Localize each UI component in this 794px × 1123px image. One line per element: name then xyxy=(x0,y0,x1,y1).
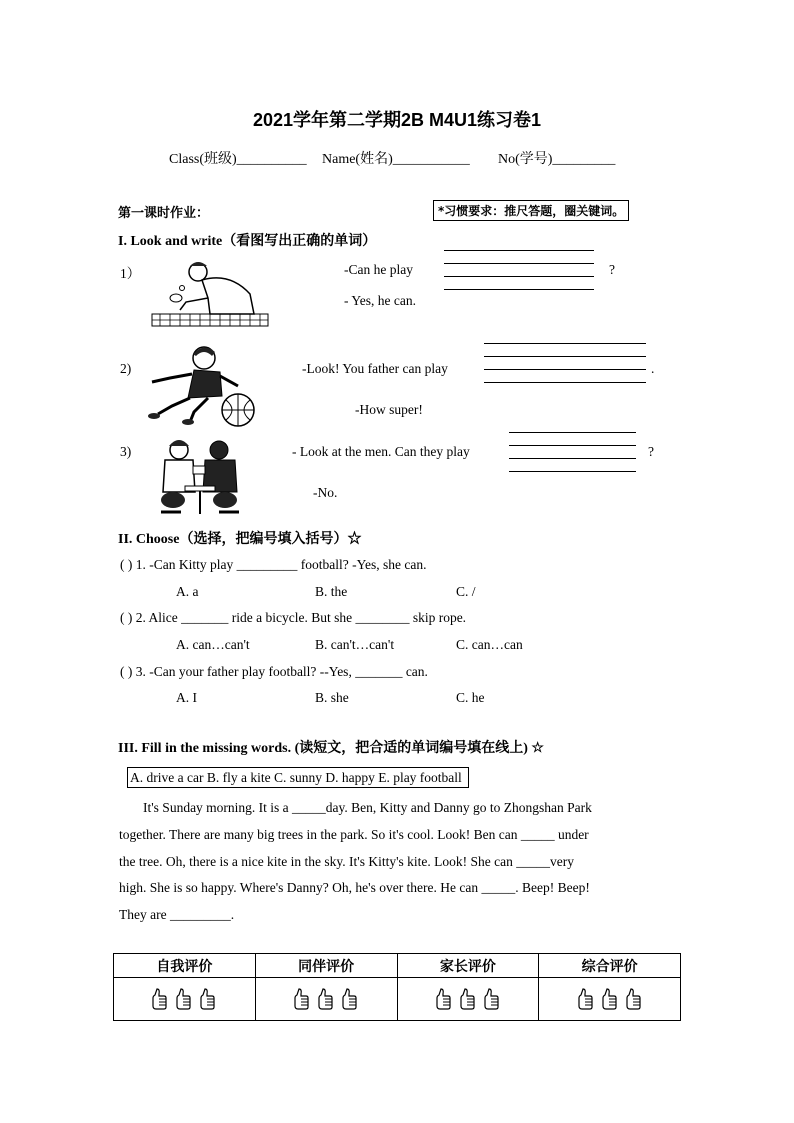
name-field[interactable]: Name(姓名)___________ xyxy=(322,152,470,167)
q1-answer: - Yes, he can. xyxy=(344,293,416,308)
thumbs-up-icon[interactable] xyxy=(151,988,169,1010)
thumbs-up-icon[interactable] xyxy=(293,988,311,1010)
passage-line-5: They are _________. xyxy=(119,907,235,922)
q2-question: -Look! You father can play xyxy=(302,361,448,376)
q1-mark: ? xyxy=(609,262,615,277)
eval-cell-peer[interactable] xyxy=(255,978,397,1021)
choose-q2-option-a[interactable]: A. can…can't xyxy=(176,637,250,652)
choose-q3-stem: ( ) 3. -Can your father play football? --Yes, _______ can. xyxy=(120,664,428,679)
eval-header-parent: 家长评价 xyxy=(397,954,539,978)
eval-cell-overall[interactable] xyxy=(539,978,681,1021)
eval-cell-parent[interactable] xyxy=(397,978,539,1021)
passage-line-3: the tree. Oh, there is a nice kite in the sky. It's Kitty's kite. Look! She can _____very xyxy=(119,854,574,869)
eval-header-self: 自我评价 xyxy=(114,954,256,978)
choose-q3-option-c[interactable]: C. he xyxy=(456,690,485,705)
choose-q2-stem: ( ) 2. Alice _______ ride a bicycle. But she ________ skip rope. xyxy=(120,610,467,625)
q1-question: -Can he play xyxy=(344,262,413,277)
choose-q3-option-b[interactable]: B. she xyxy=(315,690,349,705)
thumbs-up-icon[interactable] xyxy=(341,988,359,1010)
passage-line-1: It's Sunday morning. It is a _____day. Ben, Kitty and Danny go to Zhongshan Park xyxy=(143,800,592,815)
choose-q1-option-a[interactable]: A. a xyxy=(176,584,199,599)
section3-heading: III. Fill in the missing words. (读短文，把合适的单词编号填在线上) ☆ xyxy=(118,741,544,756)
number-field[interactable]: No(学号)_________ xyxy=(498,152,616,167)
eval-cell-self[interactable] xyxy=(114,978,256,1021)
thumbs-up-icon[interactable] xyxy=(625,988,643,1010)
eval-header-overall: 综合评价 xyxy=(539,954,681,978)
requirement-box: *习惯要求：推尺答题，圈关键词。 xyxy=(433,200,629,221)
thumbs-up-icon[interactable] xyxy=(459,988,477,1010)
thumbs-up-icon[interactable] xyxy=(483,988,501,1010)
q3-mark: ? xyxy=(648,444,654,459)
choose-q2-option-c[interactable]: C. can…can xyxy=(456,637,523,652)
choose-q2-option-b[interactable]: B. can't…can't xyxy=(315,637,395,652)
page-title: 2021学年第二学期2B M4U1练习卷1 xyxy=(252,110,542,130)
chess-players-illustration xyxy=(155,436,245,520)
choose-q1-option-c[interactable]: C. / xyxy=(456,584,476,599)
q3-answer: -No. xyxy=(313,485,338,500)
word-options-box: A. drive a car B. fly a kite C. sunny D. happy E. play football xyxy=(127,767,469,788)
thumbs-up-icon[interactable] xyxy=(175,988,193,1010)
q2-number: 2) xyxy=(120,361,132,376)
q2-mark: . xyxy=(651,361,655,376)
eval-header-peer: 同伴评价 xyxy=(255,954,397,978)
thumbs-up-icon[interactable] xyxy=(199,988,217,1010)
q2-answer: -How super! xyxy=(355,402,423,417)
passage-line-4: high. She is so happy. Where's Danny? Oh, he's over there. He can _____. Beep! Beep! xyxy=(119,880,590,895)
thumbs-up-icon[interactable] xyxy=(435,988,453,1010)
evaluation-table xyxy=(113,953,681,1021)
q1-number: 1） xyxy=(120,266,141,281)
passage-line-2: together. There are many big trees in the park. So it's cool. Look! Ben can _____ under xyxy=(119,827,589,842)
q3-number: 3) xyxy=(120,444,132,459)
choose-q1-stem: ( ) 1. -Can Kitty play _________ football? -Yes, she can. xyxy=(120,557,427,572)
section2-heading: II. Choose（选择，把编号填入括号）☆ xyxy=(118,532,362,547)
lesson-label: 第一课时作业： xyxy=(118,206,210,221)
choose-q3-option-a[interactable]: A. I xyxy=(176,690,197,705)
thumbs-up-icon[interactable] xyxy=(317,988,335,1010)
class-field[interactable]: Class(班级)__________ xyxy=(169,152,307,167)
thumbs-up-icon[interactable] xyxy=(601,988,619,1010)
section1-heading: I. Look and write（看图写出正确的单词） xyxy=(118,234,377,249)
thumbs-up-icon[interactable] xyxy=(577,988,595,1010)
q3-question: - Look at the men. Can they play xyxy=(292,444,470,459)
basketball-illustration xyxy=(142,342,260,428)
table-tennis-illustration xyxy=(150,258,270,328)
choose-q1-option-b[interactable]: B. the xyxy=(315,584,348,599)
